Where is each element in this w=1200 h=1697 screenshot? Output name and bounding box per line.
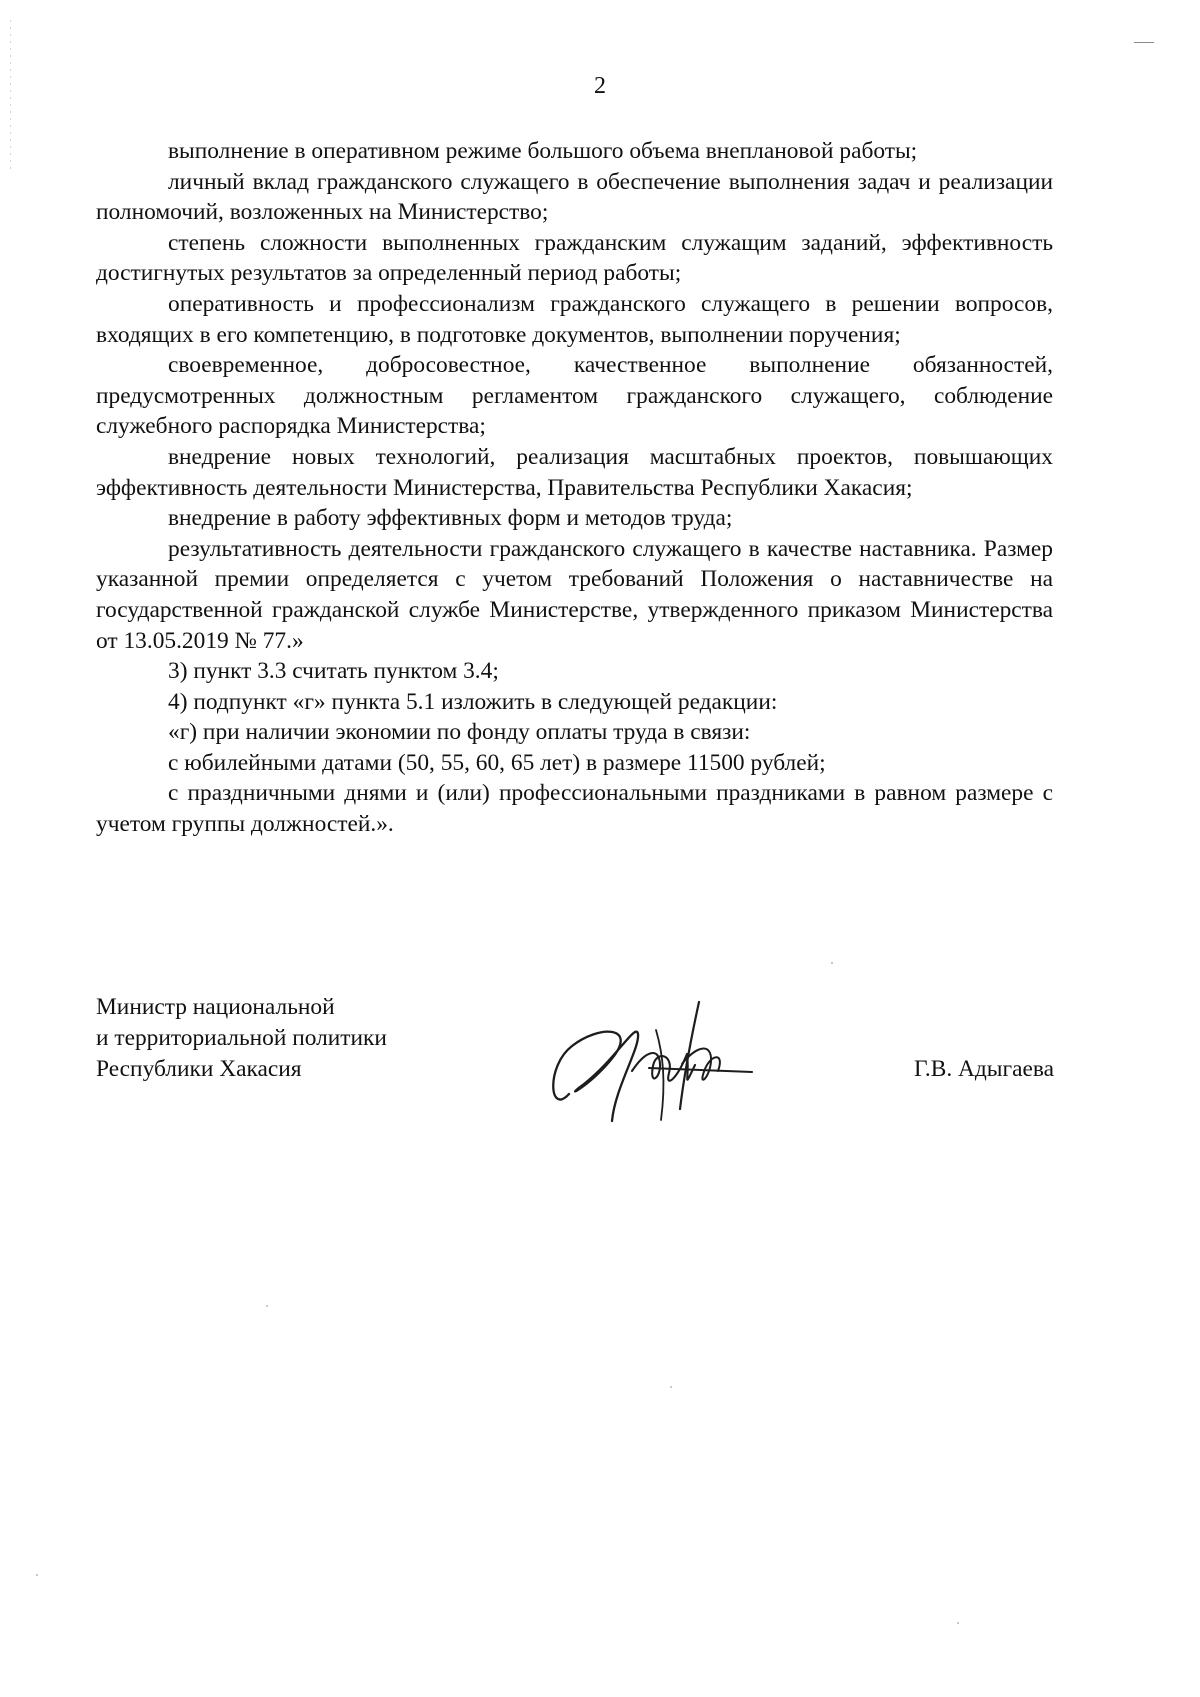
page-number: 2 — [594, 73, 606, 99]
paragraph-11: «г) при наличии экономии по фонду оплаты труда в связи: — [168, 719, 751, 746]
paragraph-2: личный вклад гражданского служащего в обеспечение выполнения задач и реализации полномочий, возложенных на Министерство; — [96, 168, 1053, 226]
handwritten-signature — [524, 996, 824, 1136]
scan-speck — [957, 1622, 959, 1624]
paragraph-7: внедрение в работу эффективных форм и методов труда; — [168, 505, 733, 532]
paragraph-12: с юбилейными датами (50, 55, 60, 65 лет) в размере 11500 рублей; — [168, 749, 826, 776]
paragraph-13: с праздничными днями и (или) профессиональными праздниками в равном размере с учетом группы должностей.». — [96, 780, 1053, 838]
signer-position-line-1: Министр национальной — [96, 994, 335, 1020]
signer-position — [96, 992, 387, 1085]
signer-position-line-3: Республики Хакасия — [96, 1056, 302, 1082]
paragraph-8: результативность деятельности гражданского служащего в качестве наставника. Размер указанной премии определяется с учетом требований Положения о наставничестве на государственной гражданской службе Министерстве, утвержденного приказом Министерства от 13.05.2019 № 77.» — [96, 535, 1053, 654]
paragraph-1: выполнение в оперативном режиме большого объема внеплановой работы; — [168, 138, 918, 164]
signer-name: Г.В. Адыгаева — [913, 1056, 1054, 1082]
scan-speck — [670, 1386, 672, 1388]
paragraph-3: степень сложности выполненных гражданским служащим заданий, эффективность достигнутых результатов за определенный период работы; — [96, 229, 1053, 287]
paragraph-10: 4) подпункт «г» пункта 5.1 изложить в следующей редакции: — [168, 688, 778, 715]
signer-position-line-2: и территориальной политики — [96, 1025, 387, 1051]
scan-speck — [831, 962, 833, 964]
scan-speck — [266, 1305, 268, 1307]
scan-speck — [36, 1574, 38, 1576]
document-body — [96, 136, 1053, 840]
paragraph-4: оперативность и профессионализм гражданского служащего в решении вопросов, входящих в его компетенцию, в подготовке документов, выполнении поручения; — [96, 290, 1053, 348]
scan-corner-mark — [1134, 42, 1154, 43]
paragraph-9: 3) пункт 3.3 считать пунктом 3.4; — [168, 658, 499, 685]
paragraph-6: внедрение новых технологий, реализация масштабных проектов, повышающих эффективность деятельности Министерства, Правительства Республики Хакасия; — [96, 443, 1053, 501]
signature-block — [96, 992, 1056, 1172]
paragraph-5: своевременное, добросовестное, качественное выполнение обязанностей, предусмотренных должностным регламентом гражданского служащего, соблюдение служебного распорядка Министерства; — [96, 352, 1053, 440]
